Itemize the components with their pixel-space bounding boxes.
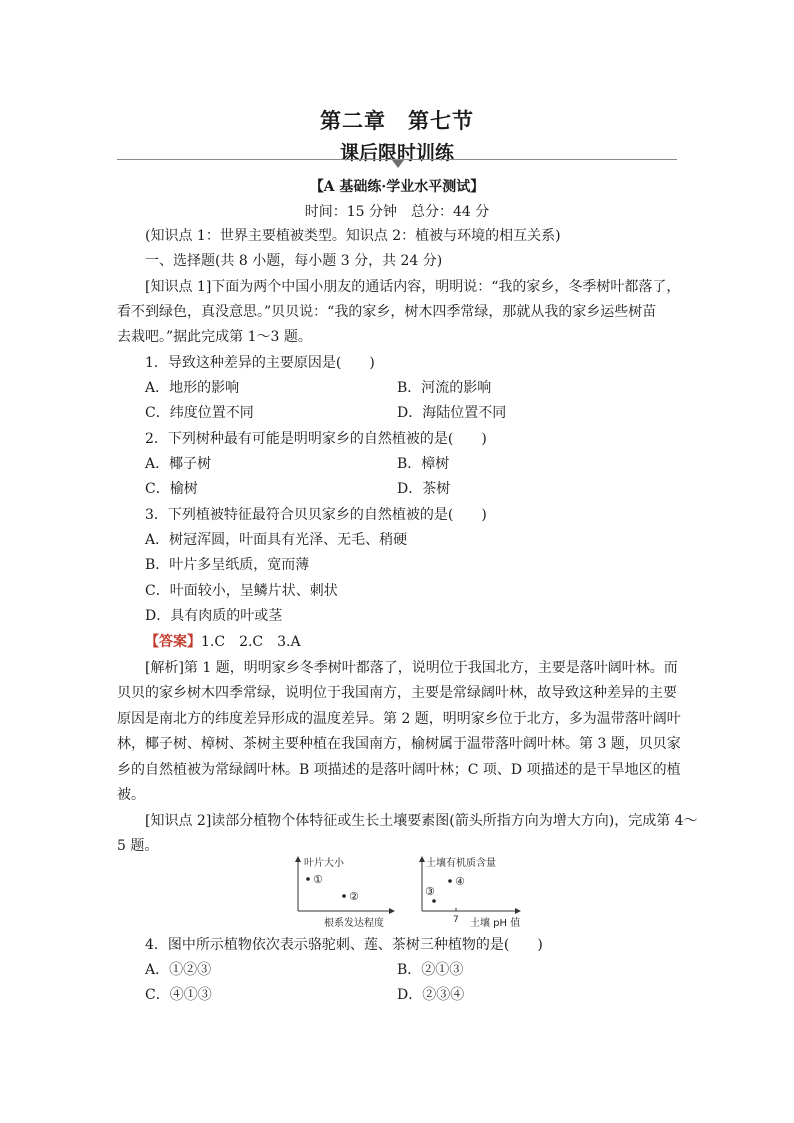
analysis-line: 被。 [117,787,145,803]
point-4 [448,879,452,883]
q4-option-d: D．②③④ [397,987,465,1003]
page-subtitle: 课后限时训练 [339,142,454,164]
divider-triangle-icon [392,160,404,168]
q3-option-a: A．树冠浑圆，叶面具有光泽、无毛、稍硬 [145,532,408,548]
figure-root-leaf [288,853,398,933]
q2-option-b: B．樟树 [397,456,450,472]
analysis-line: 原因是南北方的纬度差异形成的温度差异。第 2 题，明明家乡位于北方，多为温带落叶阔叶 [117,711,681,727]
q1-option-b: B．河流的影响 [397,380,492,396]
q2-option-c: C．榆树 [145,481,198,497]
knowledge-points: (知识点 1：世界主要植被类型。知识点 2：植被与环境的相互关系) [145,228,561,244]
y-axis-label: 土壤有机质含量 [426,858,496,869]
point-label-4: ④ [455,875,465,888]
point-label-3: ③ [425,885,435,898]
answer-tag: 【答案】 [145,634,201,650]
passage-line: [知识点 1]下面为两个中国小朋友的通话内容，明明说：“我的家乡，冬季树叶都落了， [145,279,681,295]
q3-option-d: D．具有肉质的叶或茎 [145,608,283,624]
analysis-line: [解析]第 1 题，明明家乡冬季树叶都落了，说明位于我国北方，主要是落叶阔叶林。而 [145,660,678,676]
point-label-1: ① [313,873,323,886]
question-3-stem: 3．下列植被特征最符合贝贝家乡的自然植被的是( ) [145,507,487,523]
q3-option-b: B．叶片多呈纸质，宽而薄 [145,557,310,573]
question-2-stem: 2．下列树种最有可能是明明家乡的自然植被的是( ) [145,431,487,447]
passage-line: 去栽吧。”据此完成第 1～3 题。 [117,329,312,345]
y-axis-label: 叶片大小 [304,858,344,869]
answer-line [145,632,301,652]
analysis-line: 贝贝的家乡树木四季常绿，说明位于我国南方，主要是常绿阔叶林，故导致这种差异的主要 [117,685,677,701]
x-axis-label: 根系发达程度 [324,918,384,929]
point-1 [306,877,310,881]
q4-option-b: B．②①③ [397,962,464,978]
tick-label: 7 [453,915,459,925]
q2-option-d: D．茶树 [397,481,451,497]
x-axis-label: 土壤 pH 值 [470,918,521,929]
chapter-title: 第二章 第七节 [320,108,474,133]
q4-option-c: C．④①③ [145,987,212,1003]
passage-line: 看不到绿色，真没意思。”贝贝说：“我的家乡，树木四季常绿，那就从我的家乡运些树苗 [117,304,657,320]
passage2-line: 5 题。 [117,838,159,854]
q1-option-d: D．海陆位置不同 [397,405,507,421]
section-heading: 一、选择题(共 8 小题，每小题 3 分，共 24 分) [145,253,443,269]
q1-option-c: C．纬度位置不同 [145,405,254,421]
passage2-line: [知识点 2]读部分植物个体特征或生长土壤要素图(箭头所指方向为增大方向)，完成第 4～ [145,813,698,829]
question-1-stem: 1．导致这种差异的主要原因是( ) [145,355,375,371]
point-3 [432,899,436,903]
q3-option-c: C．叶面较小，呈鳞片状、刺状 [145,583,338,599]
time-score: 时间：15 分钟 总分：44 分 [304,204,490,220]
point-label-2: ② [349,890,359,903]
answer-text: 1.C 2.C 3.A [201,634,301,650]
q2-option-a: A．椰子树 [145,456,212,472]
level-heading: 【A 基础练·学业水平测试】 [309,179,485,195]
question-4-stem: 4．图中所示植物依次表示骆驼刺、莲、茶树三种植物的是( ) [145,937,543,953]
q4-option-a: A．①②③ [145,962,212,978]
analysis-line: 乡的自然植被为常绿阔叶林。B 项描述的是落叶阔叶林；C 项、D 项描述的是干旱地区的植 [117,762,681,778]
figure-soil [412,853,524,933]
point-2 [342,894,346,898]
analysis-line: 林，椰子树、樟树、茶树主要种植在我国南方，榆树属于温带落叶阔叶林。第 3 题，贝贝家 [117,736,681,752]
q1-option-a: A．地形的影响 [145,380,240,396]
